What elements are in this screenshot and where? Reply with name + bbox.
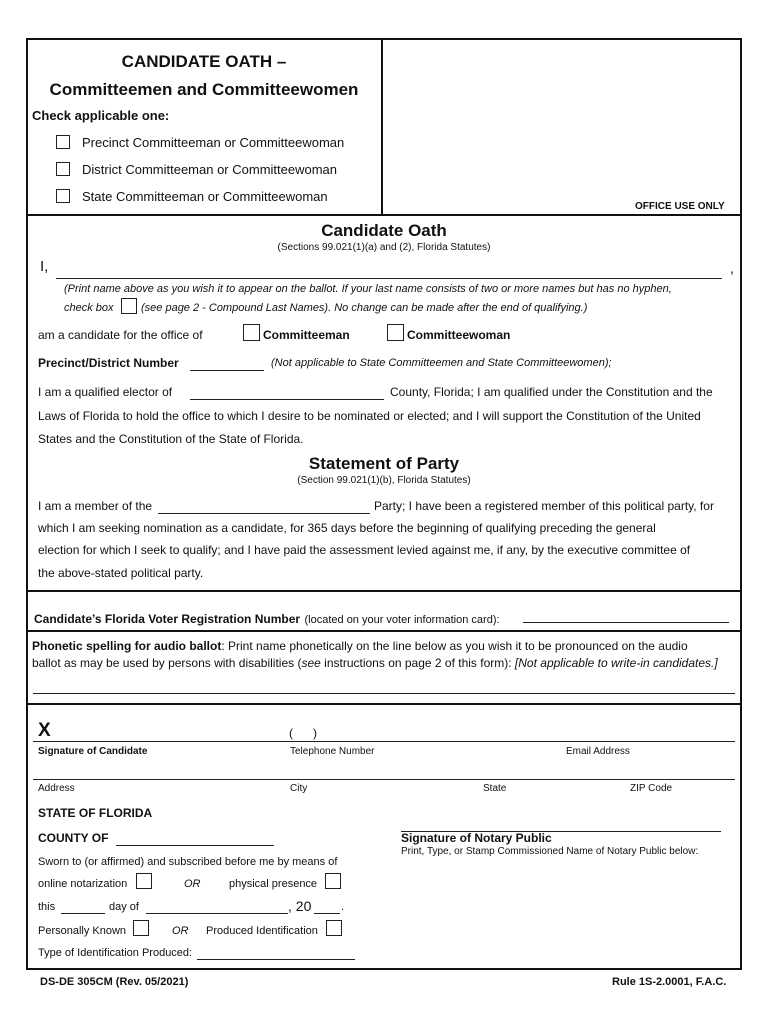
print-name-note: check box [64, 302, 114, 314]
personally-known-checkbox[interactable] [133, 920, 149, 936]
check-applicable-label: Check applicable one: [32, 108, 170, 123]
produced-id-label: Produced Identification [206, 925, 318, 937]
phonetic-label: Phonetic spelling for audio ballot [32, 639, 222, 653]
section-divider [26, 590, 742, 592]
district-checkbox[interactable] [56, 162, 70, 176]
option-label: Precinct Committeeman or Committeewoman [82, 135, 345, 150]
party-text: Party; I have been a registered member of this political party, for [374, 499, 714, 513]
precinct-number-field[interactable] [190, 370, 264, 371]
i-label: I, [40, 258, 49, 275]
committeewoman-checkbox[interactable] [387, 324, 404, 341]
id-type-label: Type of Identification Produced: [38, 947, 193, 959]
committeeman-checkbox[interactable] [243, 324, 260, 341]
phonetic-note: [Not applicable to write-in candidates.] [514, 656, 718, 670]
oath-citation: (Sections 99.021(1)(a) and (2), Florida Statutes) [277, 242, 491, 253]
notary-signature-label: Signature of Notary Public [401, 831, 552, 845]
physical-presence-label: physical presence [229, 878, 318, 890]
voter-reg-field[interactable] [523, 622, 729, 623]
section-divider [26, 630, 742, 632]
office-label: am a candidate for the office of [38, 328, 203, 342]
party-text: election for which I seek to qualify; and I have paid the assessment levied against me, if any, by the executive committee of [38, 543, 691, 557]
elector-text: I am a qualified elector of [38, 385, 173, 399]
precinct-note: (Not applicable to State Committeemen and State Committeewomen); [271, 357, 612, 369]
physical-presence-checkbox[interactable] [325, 873, 341, 889]
candidate-name-field[interactable] [56, 278, 722, 279]
voter-reg-note: (located on your voter information card): [304, 614, 500, 626]
form-id: DS-DE 305CM (Rev. 05/2021) [40, 976, 189, 988]
phone-parens: ( ) [289, 726, 317, 740]
city-label: City [290, 783, 308, 794]
precinct-checkbox[interactable] [56, 135, 70, 149]
elector-text: Laws of Florida to hold the office to which I desire to be nominated or elected; and I will support the Constitution of the United [38, 409, 701, 423]
committeeman-label: Committeeman [263, 328, 350, 342]
notary-county-label: COUNTY OF [38, 831, 109, 845]
phonetic-text: ballot as may be used by persons with disabilities ( [32, 656, 302, 670]
party-name-field[interactable] [158, 513, 370, 514]
online-notarization-label: online notarization [38, 878, 128, 890]
phone-label: Telephone Number [290, 746, 375, 757]
or-label: OR [172, 925, 189, 937]
sworn-text: Sworn to (or affirmed) and subscribed before me by means of [38, 856, 338, 868]
elector-text: States and the Constitution of the State of Florida. [38, 432, 304, 446]
id-type-field[interactable] [197, 959, 355, 960]
address-line[interactable] [33, 779, 735, 780]
zip-label: ZIP Code [630, 783, 673, 794]
form-subtitle: Committeemen and Committeewomen [49, 80, 359, 99]
option-label: District Committeeman or Committeewoman [82, 162, 338, 177]
section-divider [26, 703, 742, 705]
online-notarization-checkbox[interactable] [136, 873, 152, 889]
precinct-number-label: Precinct/District Number [38, 356, 179, 370]
option-label: State Committeeman or Committeewoman [82, 189, 328, 204]
state-label: State [483, 783, 507, 794]
office-use-label: OFFICE USE ONLY [635, 201, 725, 212]
compound-name-checkbox[interactable] [121, 298, 137, 314]
year-prefix: , 20 [288, 898, 312, 914]
or-label: OR [184, 878, 201, 890]
party-text: the above-stated political party. [38, 566, 204, 580]
oath-heading: Candidate Oath [321, 221, 447, 240]
signature-line[interactable] [33, 741, 735, 742]
x-mark: X [38, 720, 51, 741]
comma: , [730, 260, 734, 276]
committeewoman-label: Committeewoman [407, 328, 511, 342]
signature-label: Signature of Candidate [38, 746, 148, 757]
email-label: Email Address [566, 746, 630, 757]
phonetic-text: : Print name phonetically on the line below as you wish it to be pronounced on the audio [221, 639, 688, 653]
print-name-note: (Print name above as you wish it to appear on the ballot. If your last name consists of two or more names but has no hyphen, [64, 283, 672, 295]
notary-print-label: Print, Type, or Stamp Commissioned Name of Notary Public below: [401, 846, 699, 857]
period: . [341, 901, 345, 913]
elector-text: County, Florida; I am qualified under the Constitution and the [390, 385, 713, 399]
notary-county-field[interactable] [116, 845, 274, 846]
phonetic-text: instructions on page 2 of this form): [320, 656, 515, 670]
day-field[interactable] [61, 913, 105, 914]
party-citation: (Section 99.021(1)(b), Florida Statutes) [297, 475, 471, 486]
phonetic-field[interactable] [33, 693, 735, 694]
address-label: Address [38, 783, 75, 794]
party-text: which I am seeking nomination as a candidate, for 365 days before the beginning of qualifying preceding the general [38, 521, 656, 535]
personally-known-label: Personally Known [38, 925, 127, 937]
notary-state: STATE OF FLORIDA [38, 806, 153, 820]
month-field[interactable] [146, 913, 288, 914]
year-field[interactable] [314, 913, 340, 914]
party-heading: Statement of Party [308, 454, 460, 473]
party-text: I am a member of the [38, 499, 153, 513]
section-divider [26, 214, 742, 216]
voter-reg-label: Candidate’s Florida Voter Registration Number [34, 612, 301, 626]
form-title: CANDIDATE OATH – [121, 52, 287, 71]
produced-id-checkbox[interactable] [326, 920, 342, 936]
print-name-note: (see page 2 - Compound Last Names). No change can be made after the end of qualifying.) [141, 302, 588, 314]
county-field[interactable] [190, 399, 384, 400]
phonetic-text: see [301, 656, 321, 670]
rule-reference: Rule 1S-2.0001, F.A.C. [612, 976, 727, 988]
day-of-label: day of [109, 901, 139, 913]
this-label: this [38, 901, 56, 913]
state-checkbox[interactable] [56, 189, 70, 203]
